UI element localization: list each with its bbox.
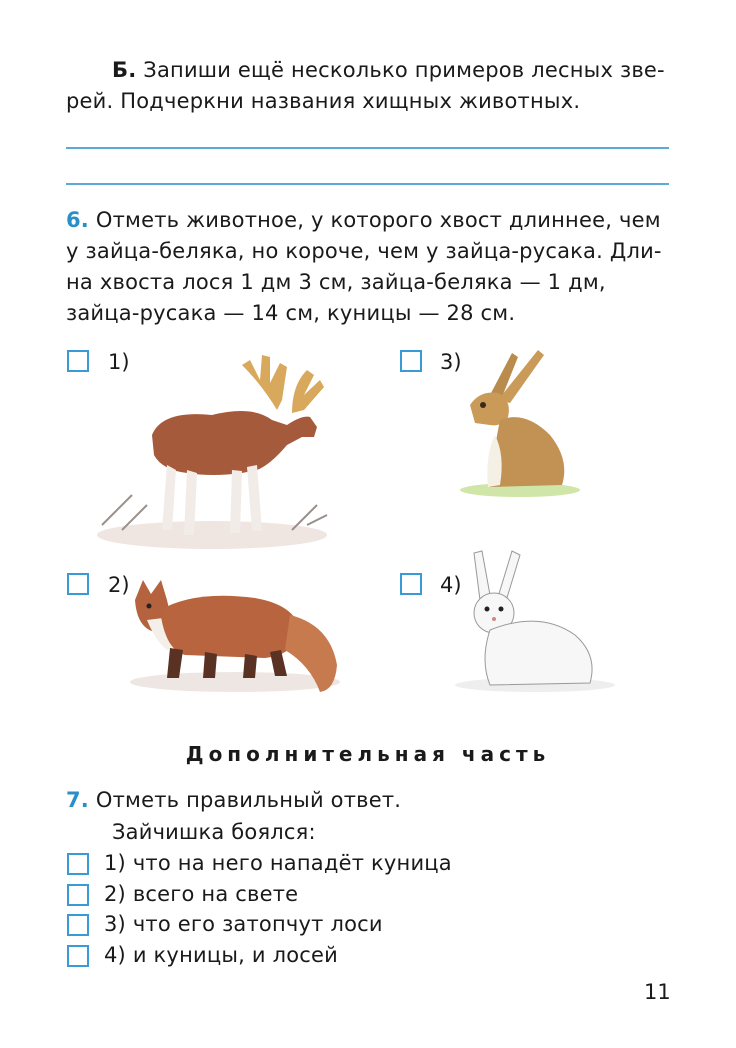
task6-checkbox-1[interactable]	[67, 350, 89, 372]
task7-checkbox-3[interactable]	[67, 914, 89, 936]
additional-part-heading: Дополнительная часть	[185, 742, 551, 766]
task6-option-4-label: 4)	[440, 573, 462, 597]
task6-checkbox-4[interactable]	[400, 573, 422, 595]
marten-illustration	[125, 570, 345, 700]
task7-instruction-line	[66, 788, 401, 812]
page-number: 11	[644, 980, 671, 1004]
task7-checkbox-2[interactable]	[67, 884, 89, 906]
task7-option-2: 2) всего на свете	[104, 882, 299, 906]
task-b-label: Б.	[112, 58, 137, 82]
task-b-line1	[112, 58, 665, 82]
task-b-text1: Запиши ещё несколько примеров лесных зве-	[143, 58, 665, 82]
task6-line1	[66, 208, 661, 232]
task6-option-1-label: 1)	[108, 350, 130, 374]
task7-option-3: 3) что его затопчут лоси	[104, 912, 383, 936]
task6-line2: у зайца-беляка, но короче, чем у зайца-русака. Дли-	[66, 239, 662, 263]
task6-number: 6.	[66, 208, 89, 232]
task7-stem: Зайчишка боялся:	[112, 820, 316, 844]
white-hare-illustration	[450, 545, 620, 695]
task6-option-2-label: 2)	[108, 573, 130, 597]
answer-line-2[interactable]	[66, 183, 669, 185]
brown-hare-illustration	[450, 345, 580, 500]
task7-number: 7.	[66, 788, 89, 812]
task6-checkbox-3[interactable]	[400, 350, 422, 372]
task7-checkbox-1[interactable]	[67, 853, 89, 875]
task6-checkbox-2[interactable]	[67, 573, 89, 595]
task7-instruction: Отметь правильный ответ.	[95, 788, 402, 812]
task6-line4: зайца-русака — 14 см, куницы — 28 см.	[66, 301, 516, 325]
task7-option-1: 1) что на него нападёт куница	[104, 851, 452, 875]
answer-line-1[interactable]	[66, 147, 669, 149]
task-b-line2: рей. Подчеркни названия хищных животных.	[66, 89, 581, 113]
task6-text1: Отметь животное, у которого хвост длиннее, чем	[95, 208, 661, 232]
moose-illustration	[92, 345, 332, 555]
task6-option-3-label: 3)	[440, 350, 462, 374]
task6-line3: на хвоста лося 1 дм 3 см, зайца-беляка — 1 дм,	[66, 270, 606, 294]
task7-option-4: 4) и куницы, и лосей	[104, 943, 338, 967]
task7-checkbox-4[interactable]	[67, 945, 89, 967]
